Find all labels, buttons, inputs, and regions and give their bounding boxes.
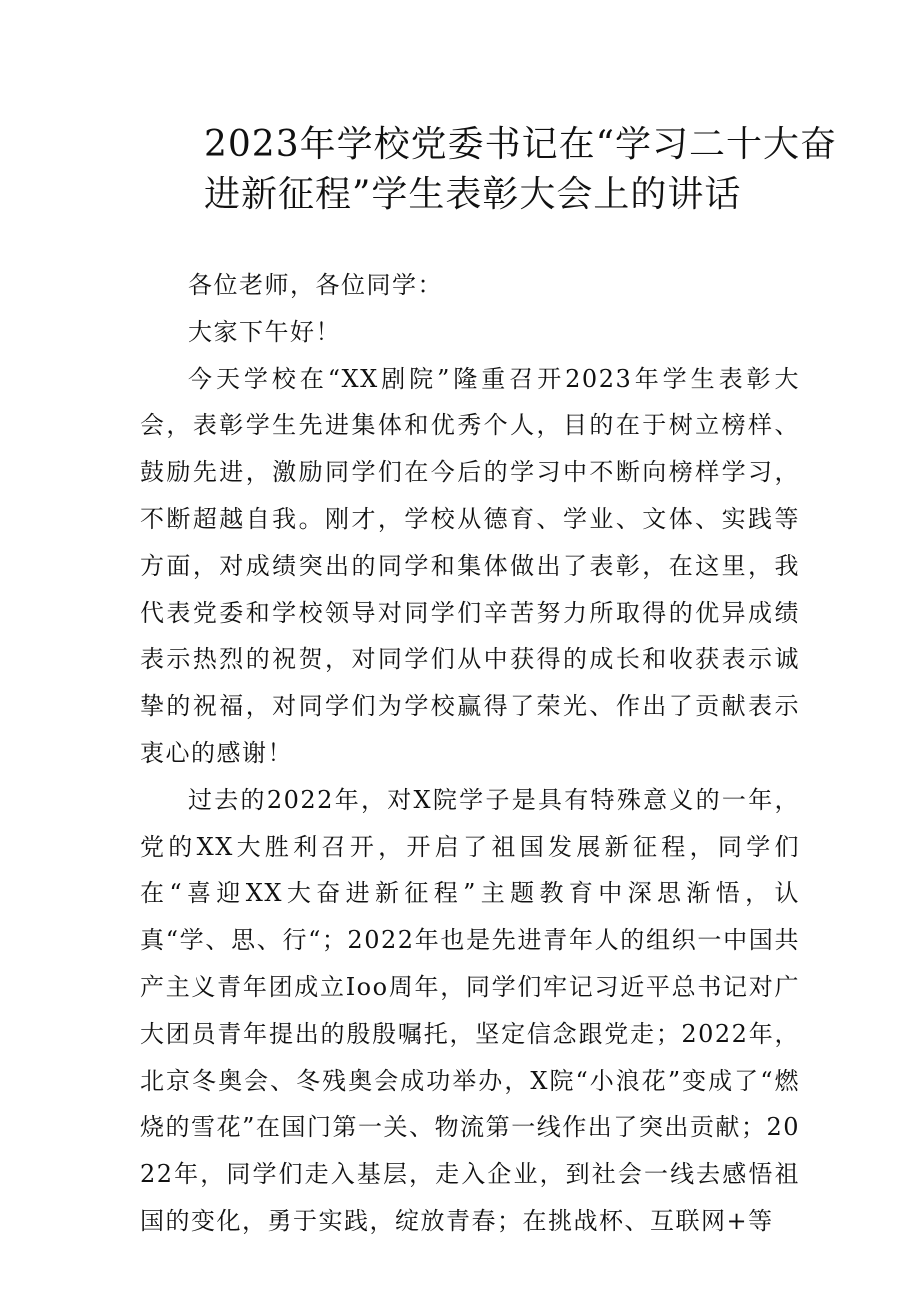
document-title (150, 120, 838, 220)
salutation: 各位老师，各位同学： (188, 271, 443, 299)
title-line-1: 2023年学校党委书记在“学习二十大奋 (204, 124, 838, 165)
document-body (140, 262, 800, 1245)
body-paragraph-1: 今天学校在“XX剧院”隆重召开2023年学生表彰大会，表彰学生先进集体和优秀个人，目的在于树立榜样、鼓励先进，激励同学们在今后的学习中不断向榜样学习，不断超越自我。刚才，学校从德育、学业、文体、实践等方面，对成绩突出的同学和集体做出了表彰，在这里，我代表党委和学校领导对同学们辛苦努力所取得的优异成绩表示热烈的祝贺，对同学们从中获得的成长和收获表示诚挚的祝福，对同学们为学校赢得了荣光、作出了贡献表示衷心的感谢！ (140, 364, 800, 767)
greeting: 大家下午好！ (188, 317, 341, 346)
title-line-2: 进新征程”学生表彰大会上的讲话 (204, 174, 742, 215)
body-paragraph-2: 过去的2022年，对X院学子是具有特殊意义的一年，党的XX大胜利召开，开启了祖国发展新征程，同学们在“喜迎XX大奋进新征程”主题教育中深思渐悟，认真“学、思、行“；2022年也是先进青年人的组织一中国共产主义青年团成立Ioo周年，同学们牢记习近平总书记对广大团员青年提出的殷殷嘱托，坚定信念跟党走；2022年，北京冬奥会、冬残奥会成功举办，X院“小浪花”变成了“燃烧的雪花”在国门第一关、物流第一线作出了突出贡献；2022年，同学们走入基层，走入企业，到社会一线去感悟祖国的变化，勇于实践，绽放青春；在挑战杯、互联网+等 (140, 785, 800, 1235)
